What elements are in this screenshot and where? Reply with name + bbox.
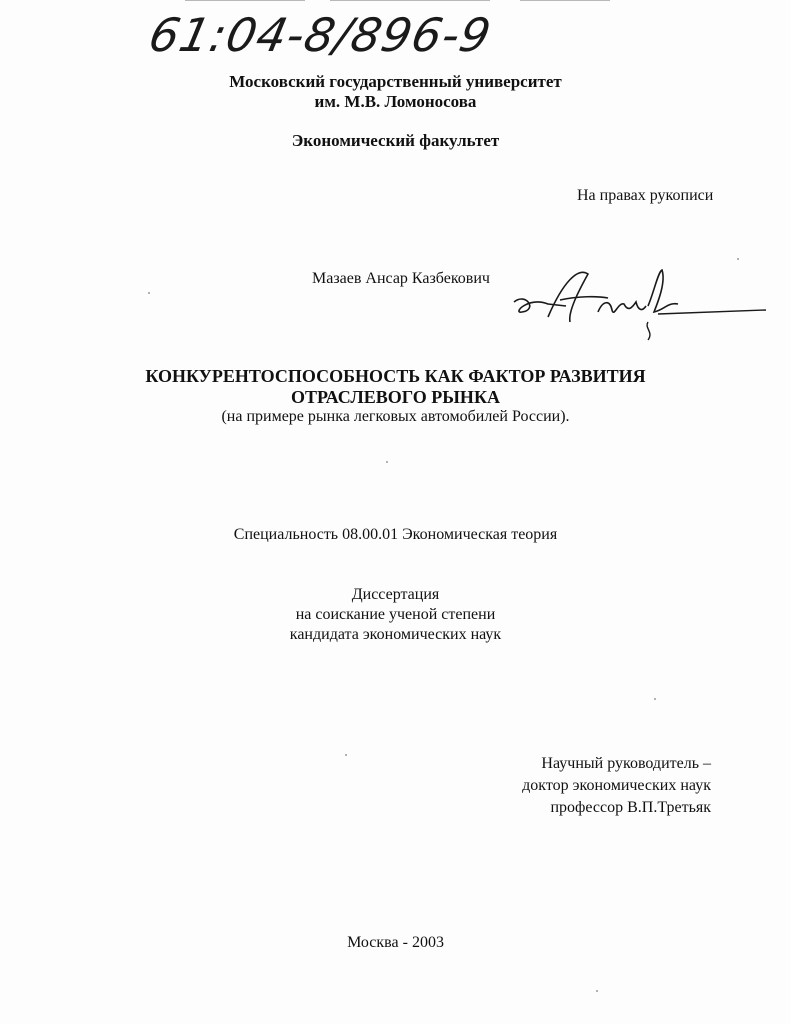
scan-speck (386, 461, 388, 463)
signature-stroke (514, 299, 566, 312)
city-year: Москва - 2003 (347, 934, 444, 951)
signature-stroke (548, 272, 608, 322)
signature-stroke (648, 270, 678, 312)
scan-speck (654, 698, 656, 700)
degree-line-2: на соискание ученой степени (295, 606, 496, 623)
signature-stroke (598, 302, 646, 312)
signature-stroke (658, 310, 766, 314)
scan-artifact-line (185, 0, 305, 1)
scan-artifact-line (330, 0, 490, 1)
title-subtitle: (на примере рынка легковых автомобилей России). (221, 408, 570, 425)
handwritten-archive-number: 61:04-8/896-9 (144, 8, 497, 62)
degree-block (0, 585, 791, 645)
title-line-2: ОТРАСЛЕВОГО РЫНКА (290, 387, 500, 407)
author-signature (508, 262, 768, 352)
degree-line-3: кандидата экономических наук (289, 626, 502, 643)
supervisor-line-2: доктор экономических наук (522, 777, 711, 794)
signature-stroke (647, 322, 650, 340)
scan-speck (596, 990, 598, 992)
scan-speck (148, 292, 150, 294)
faculty-name: Экономический факультет (291, 131, 500, 150)
manuscript-note: На правах рукописи (577, 187, 714, 204)
university-name-continued: им. М.В. Ломоносова (314, 92, 477, 111)
supervisor-block (522, 753, 711, 819)
scan-artifact-line (520, 0, 610, 1)
supervisor-line-1: Научный руководитель – (541, 755, 711, 772)
author-name: Мазаев Ансар Казбекович (312, 270, 490, 287)
title-line-1: КОНКУРЕНТОСПОСОБНОСТЬ КАК ФАКТОР РАЗВИТИЯ (145, 366, 646, 386)
specialty: Специальность 08.00.01 Экономическая теория (233, 526, 558, 543)
university-name: Московский государственный университет (229, 72, 562, 91)
degree-line-1: Диссертация (351, 586, 440, 603)
supervisor-line-3: профессор В.П.Третьяк (550, 799, 711, 816)
scan-speck (737, 258, 739, 260)
scan-speck (345, 754, 347, 756)
